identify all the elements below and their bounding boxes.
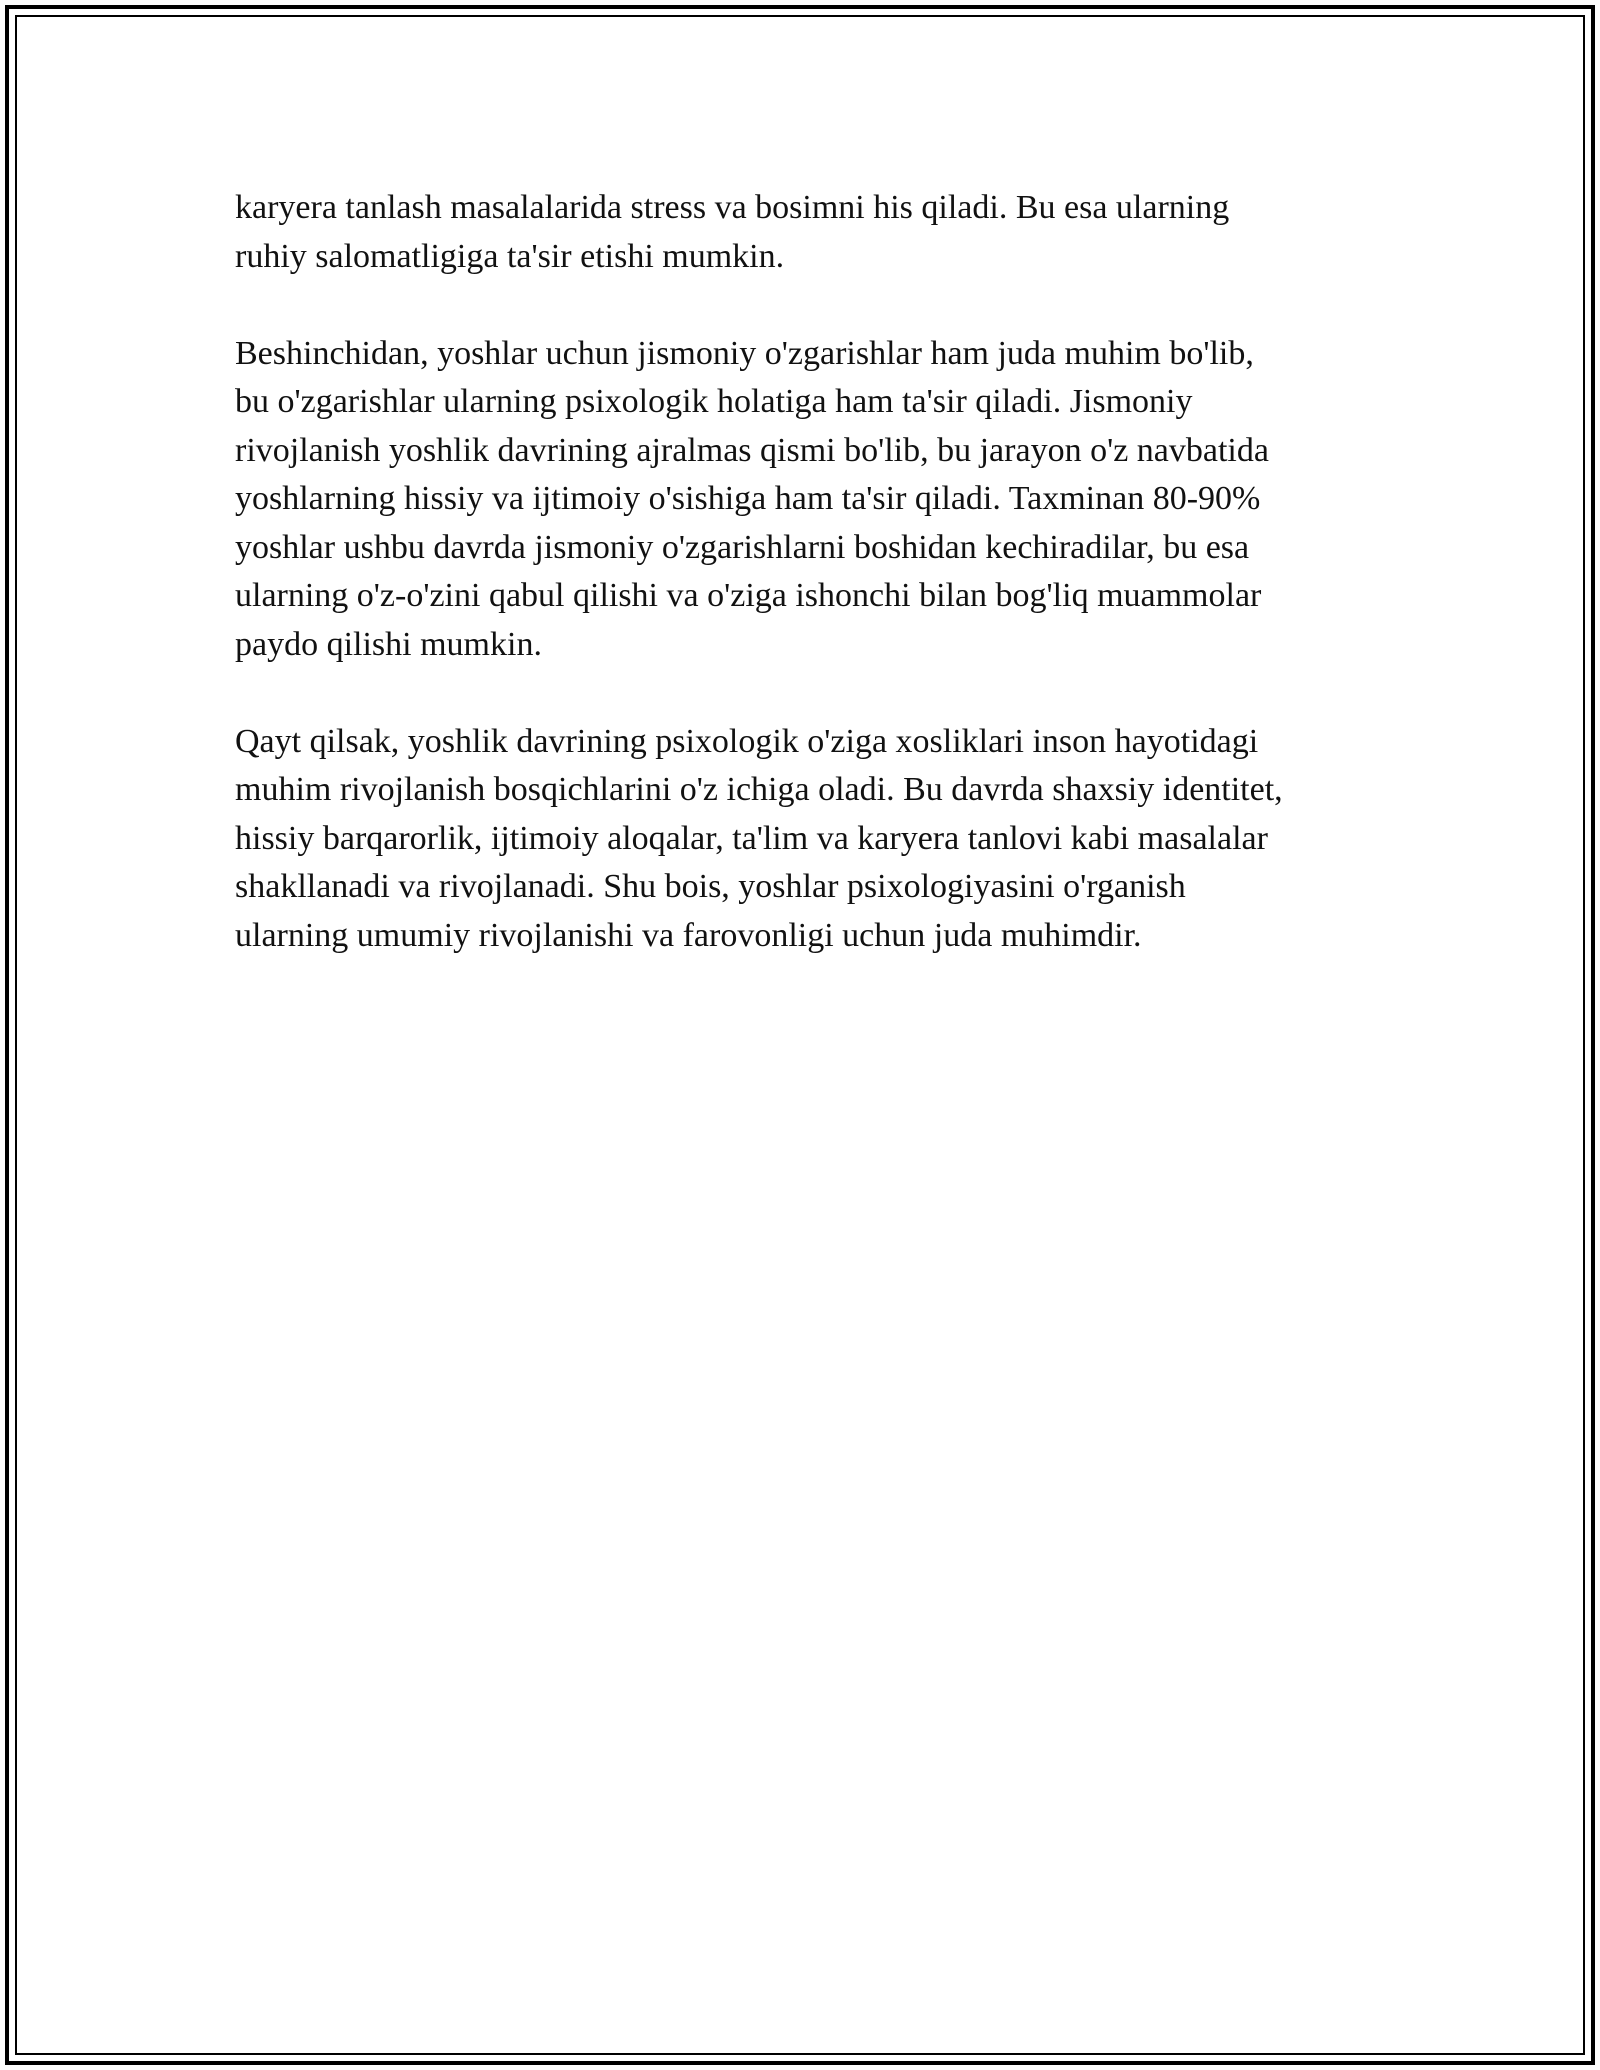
paragraph-stress: karyera tanlash masalalarida stress va bosimni his qiladi. Bu esa ularning ruhiy salomatligiga ta'sir etishi mumkin. — [235, 189, 1230, 275]
paragraph-physical-changes: Beshinchidan, yoshlar uchun jismoniy o'zgarishlar ham juda muhim bo'lib, bu o'zgarishlar ularning psixologik holatiga ham ta'sir qiladi. Jismoniy rivojlanish yoshlik davrining ajralmas qismi bo'lib, bu jarayon o'z navbatida yoshlarning hissiy va ijtimoiy o'sishiga ham ta'sir qiladi. Taxminan 80-90% yoshlar ushbu davrda jismoniy o'zgarishlarni boshidan kechiradilar, bu esa ularning o'z-o'zini qabul qilishi va o'ziga ishonchi bilan bog'liq muammolar paydo qilishi mumkin. — [235, 334, 1269, 663]
page-body — [235, 184, 1365, 1009]
paragraph-conclusion: Qayt qilsak, yoshlik davrining psixologik o'ziga xosliklari inson hayotidagi muhim rivojlanish bosqichlarini o'z ichiga oladi. Bu davrda shaxsiy identitet, hissiy barqarorlik, ijtimoiy aloqalar, ta'lim va karyera tanlovi kabi masalalar shakllanadi va rivojlanadi. Shu bois, yoshlar psixologiyasini o'rganish ularning umumiy rivojlanishi va farovonligi uchun juda muhimdir. — [235, 722, 1283, 954]
